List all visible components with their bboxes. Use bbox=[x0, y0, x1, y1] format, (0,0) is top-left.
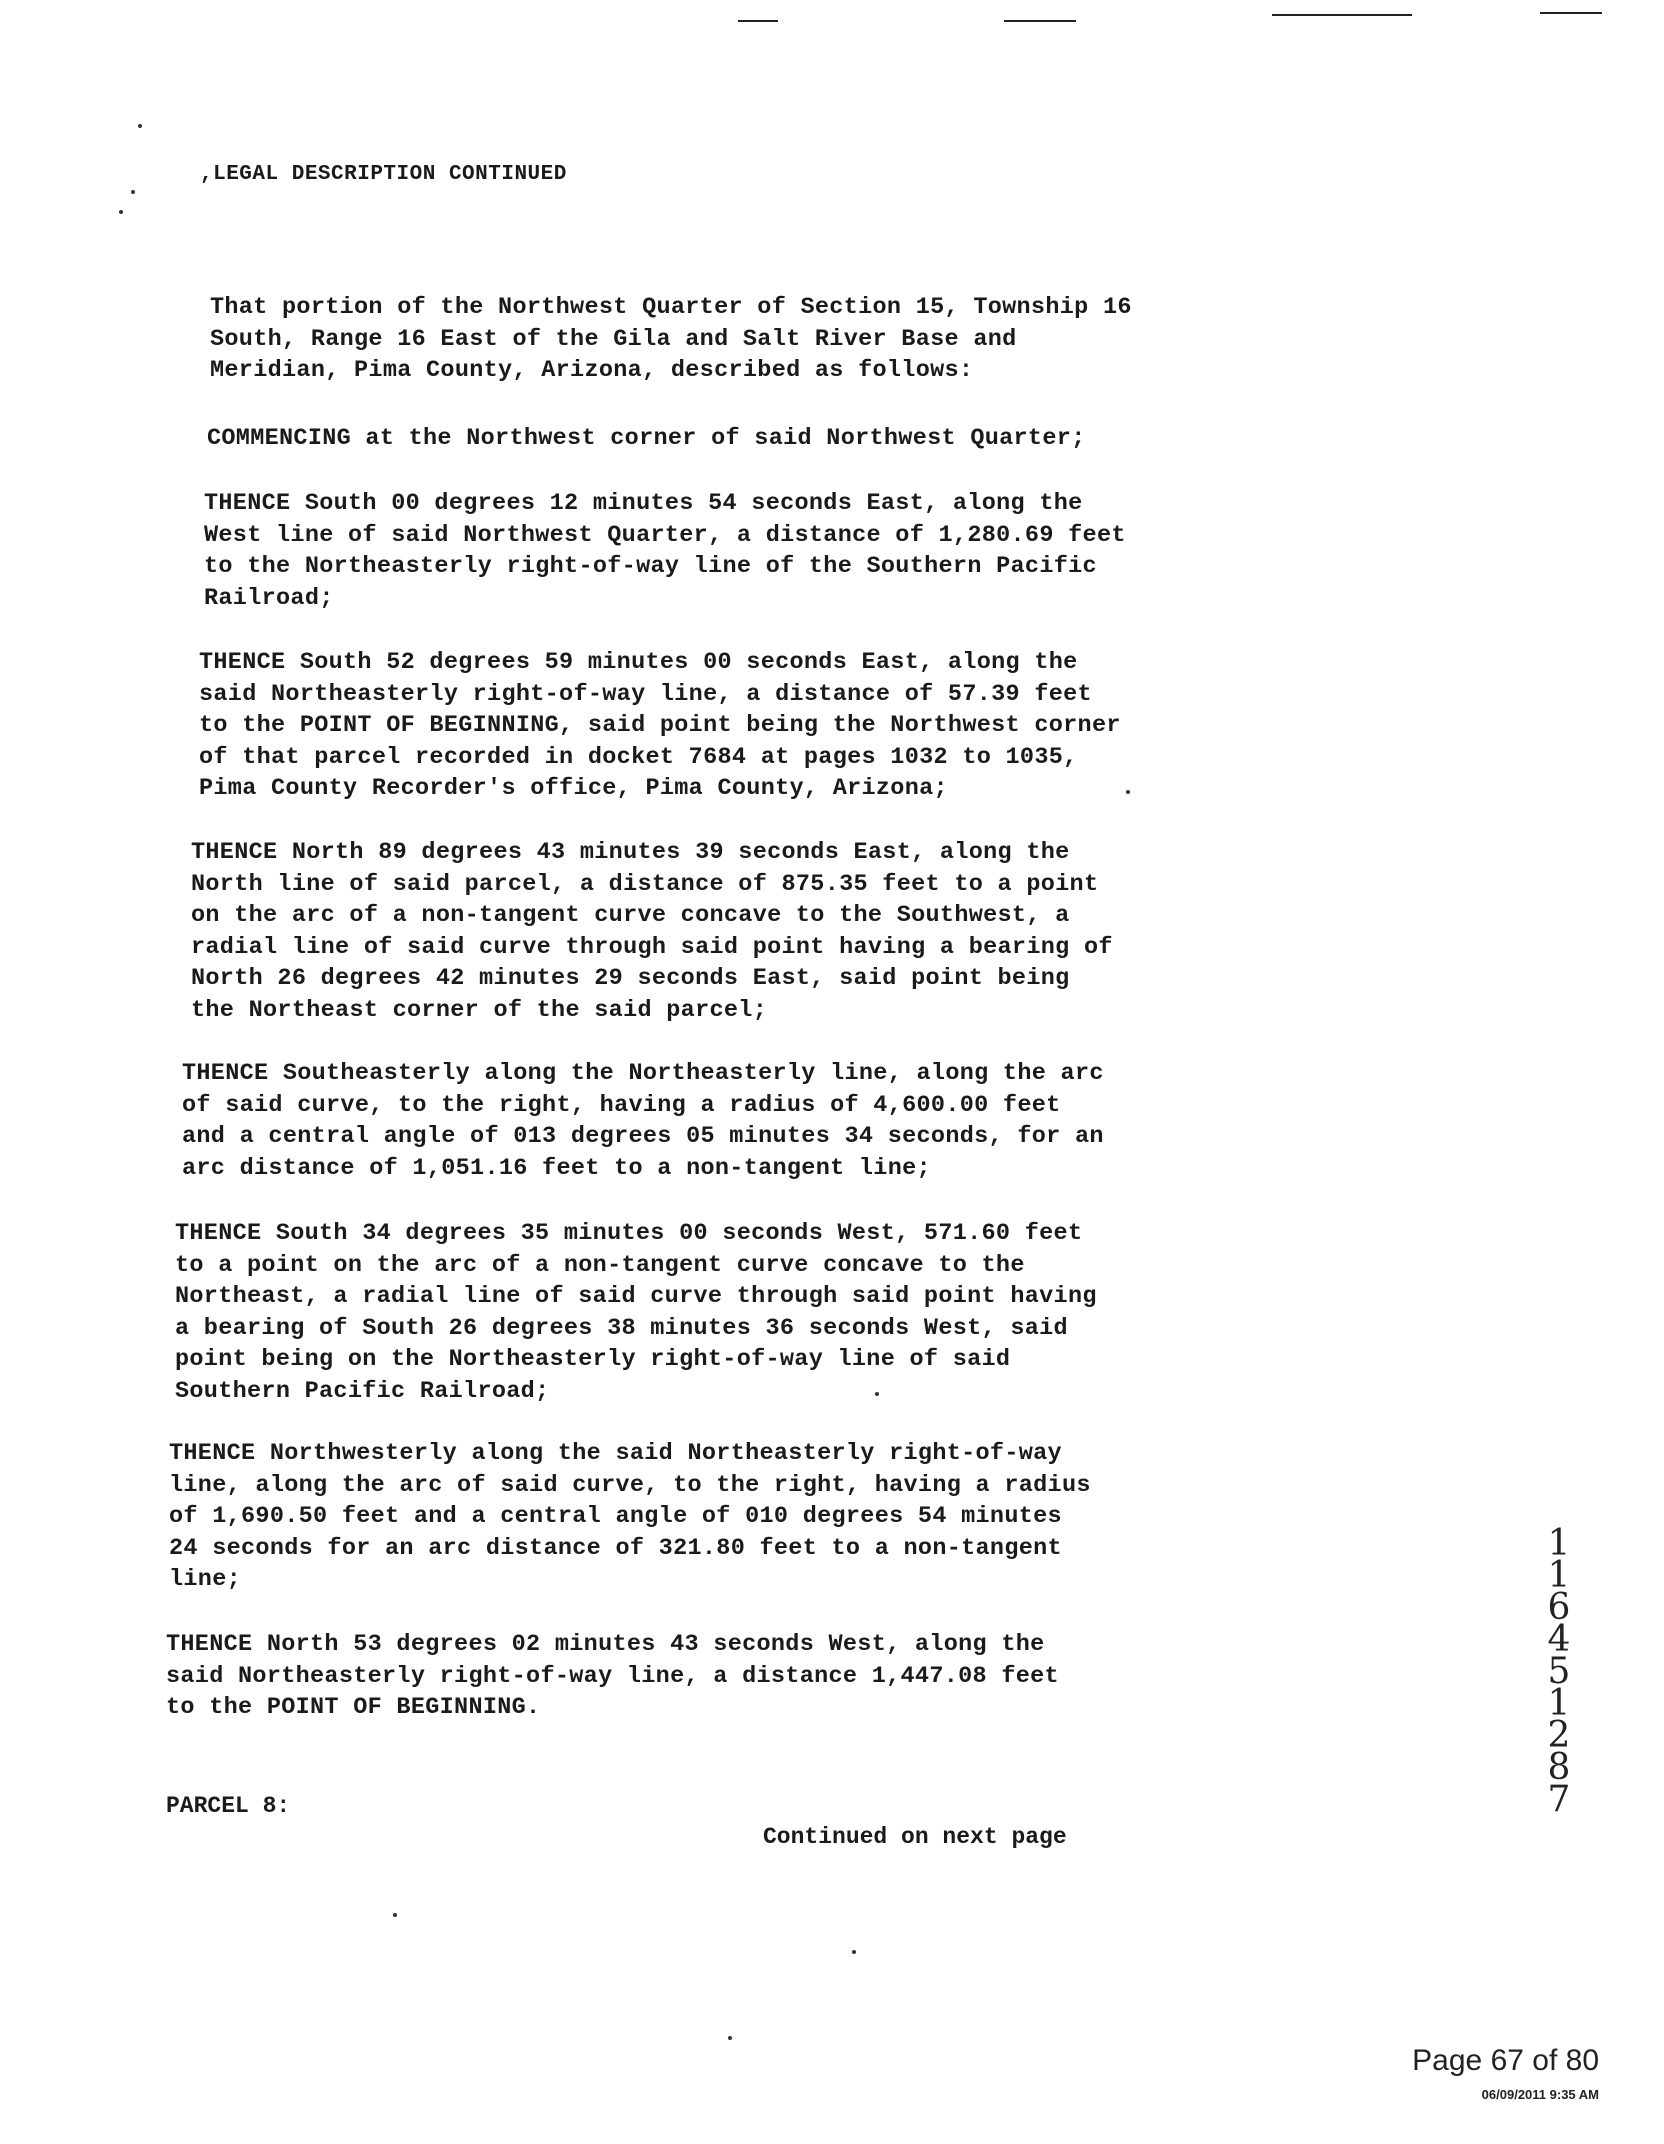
paragraph-course-5: THENCE South 34 degrees 35 minutes 00 seconds West, 571.60 feet to a point on the arc of a non-tangent curve concave to the Northeast, a radial line of said curve through said point having a bearing of South 26 degrees 38 minutes 36 seconds West, said point being on the Northeasterly right-of-way line of said Southern Pacific Railroad; bbox=[175, 1220, 1097, 1405]
scan-speck bbox=[852, 1950, 856, 1954]
paragraph-course-7: THENCE North 53 degrees 02 minutes 43 seconds West, along the said Northeasterly right-of-way line, a distance 1,447.08 feet to the POINT OF BEGINNING. bbox=[166, 1631, 1059, 1721]
scan-speck bbox=[119, 210, 123, 214]
scan-mark bbox=[1540, 12, 1602, 14]
paragraph-course-1: THENCE South 00 degrees 12 minutes 54 seconds East, along the West line of said Northwest Quarter, a distance of 1,280.69 feet to the Northeasterly right-of-way line of the Southern Pacific Railroad; bbox=[204, 490, 1126, 612]
page-number: Page 67 of 80 bbox=[1412, 2044, 1599, 2077]
margin-docket-number: 1 1 6 4 5 bbox=[1547, 1523, 1571, 1692]
paragraph-intro: That portion of the Northwest Quarter of Section 15, Township 16 South, Range 16 East of the Gila and Salt River Base and Meridian, Pima County, Arizona, described as follows: bbox=[210, 294, 1132, 384]
paragraph-course-3: THENCE North 89 degrees 43 minutes 39 seconds East, along the North line of said parcel, a distance of 875.35 feet to a point on the arc of a non-tangent curve concave to the Southwest, a radial line of said curve through said point having a bearing of North 26 degrees 42 minutes 29 seconds East, said point being the Northeast corner of the said parcel; bbox=[191, 839, 1113, 1024]
scan-mark bbox=[1272, 14, 1412, 16]
scan-speck bbox=[1126, 790, 1130, 794]
paragraph-commencing: COMMENCING at the Northwest corner of said Northwest Quarter; bbox=[207, 425, 1086, 452]
scan-speck bbox=[728, 2036, 732, 2040]
scan-speck bbox=[393, 1913, 397, 1917]
print-timestamp: 06/09/2011 9:35 AM bbox=[1481, 2087, 1599, 2102]
parcel-label: PARCEL 8: bbox=[166, 1793, 291, 1819]
paragraph-course-4: THENCE Southeasterly along the Northeasterly line, along the arc of said curve, to the right, having a radius of 4,600.00 feet and a central angle of 013 degrees 05 minutes 34 seconds, for an arc distance of 1,051.16 feet to a non-tangent line; bbox=[182, 1060, 1104, 1182]
scan-mark bbox=[1004, 20, 1076, 22]
section-heading: ,LEGAL DESCRIPTION CONTINUED bbox=[200, 163, 567, 186]
margin-page-number: 1 2 8 7 bbox=[1547, 1683, 1571, 1820]
scan-mark bbox=[738, 20, 778, 22]
scan-speck bbox=[138, 124, 142, 128]
continued-note: Continued on next page bbox=[763, 1824, 1067, 1850]
scan-speck bbox=[131, 190, 135, 194]
paragraph-course-6: THENCE Northwesterly along the said Northeasterly right-of-way line, along the arc of said curve, to the right, having a radius of 1,690.50 feet and a central angle of 010 degrees 54 minutes 24 seconds for an arc distance of 321.80 feet to a non-tangent line; bbox=[169, 1440, 1091, 1593]
paragraph-course-2: THENCE South 52 degrees 59 minutes 00 seconds East, along the said Northeasterly right-of-way line, a distance of 57.39 feet to the POINT OF BEGINNING, said point being the Northwest corner of that parcel recorded in docket 7684 at pages 1032 to 1035, Pima County Recorder's office, Pima County, Arizona; bbox=[199, 649, 1121, 802]
